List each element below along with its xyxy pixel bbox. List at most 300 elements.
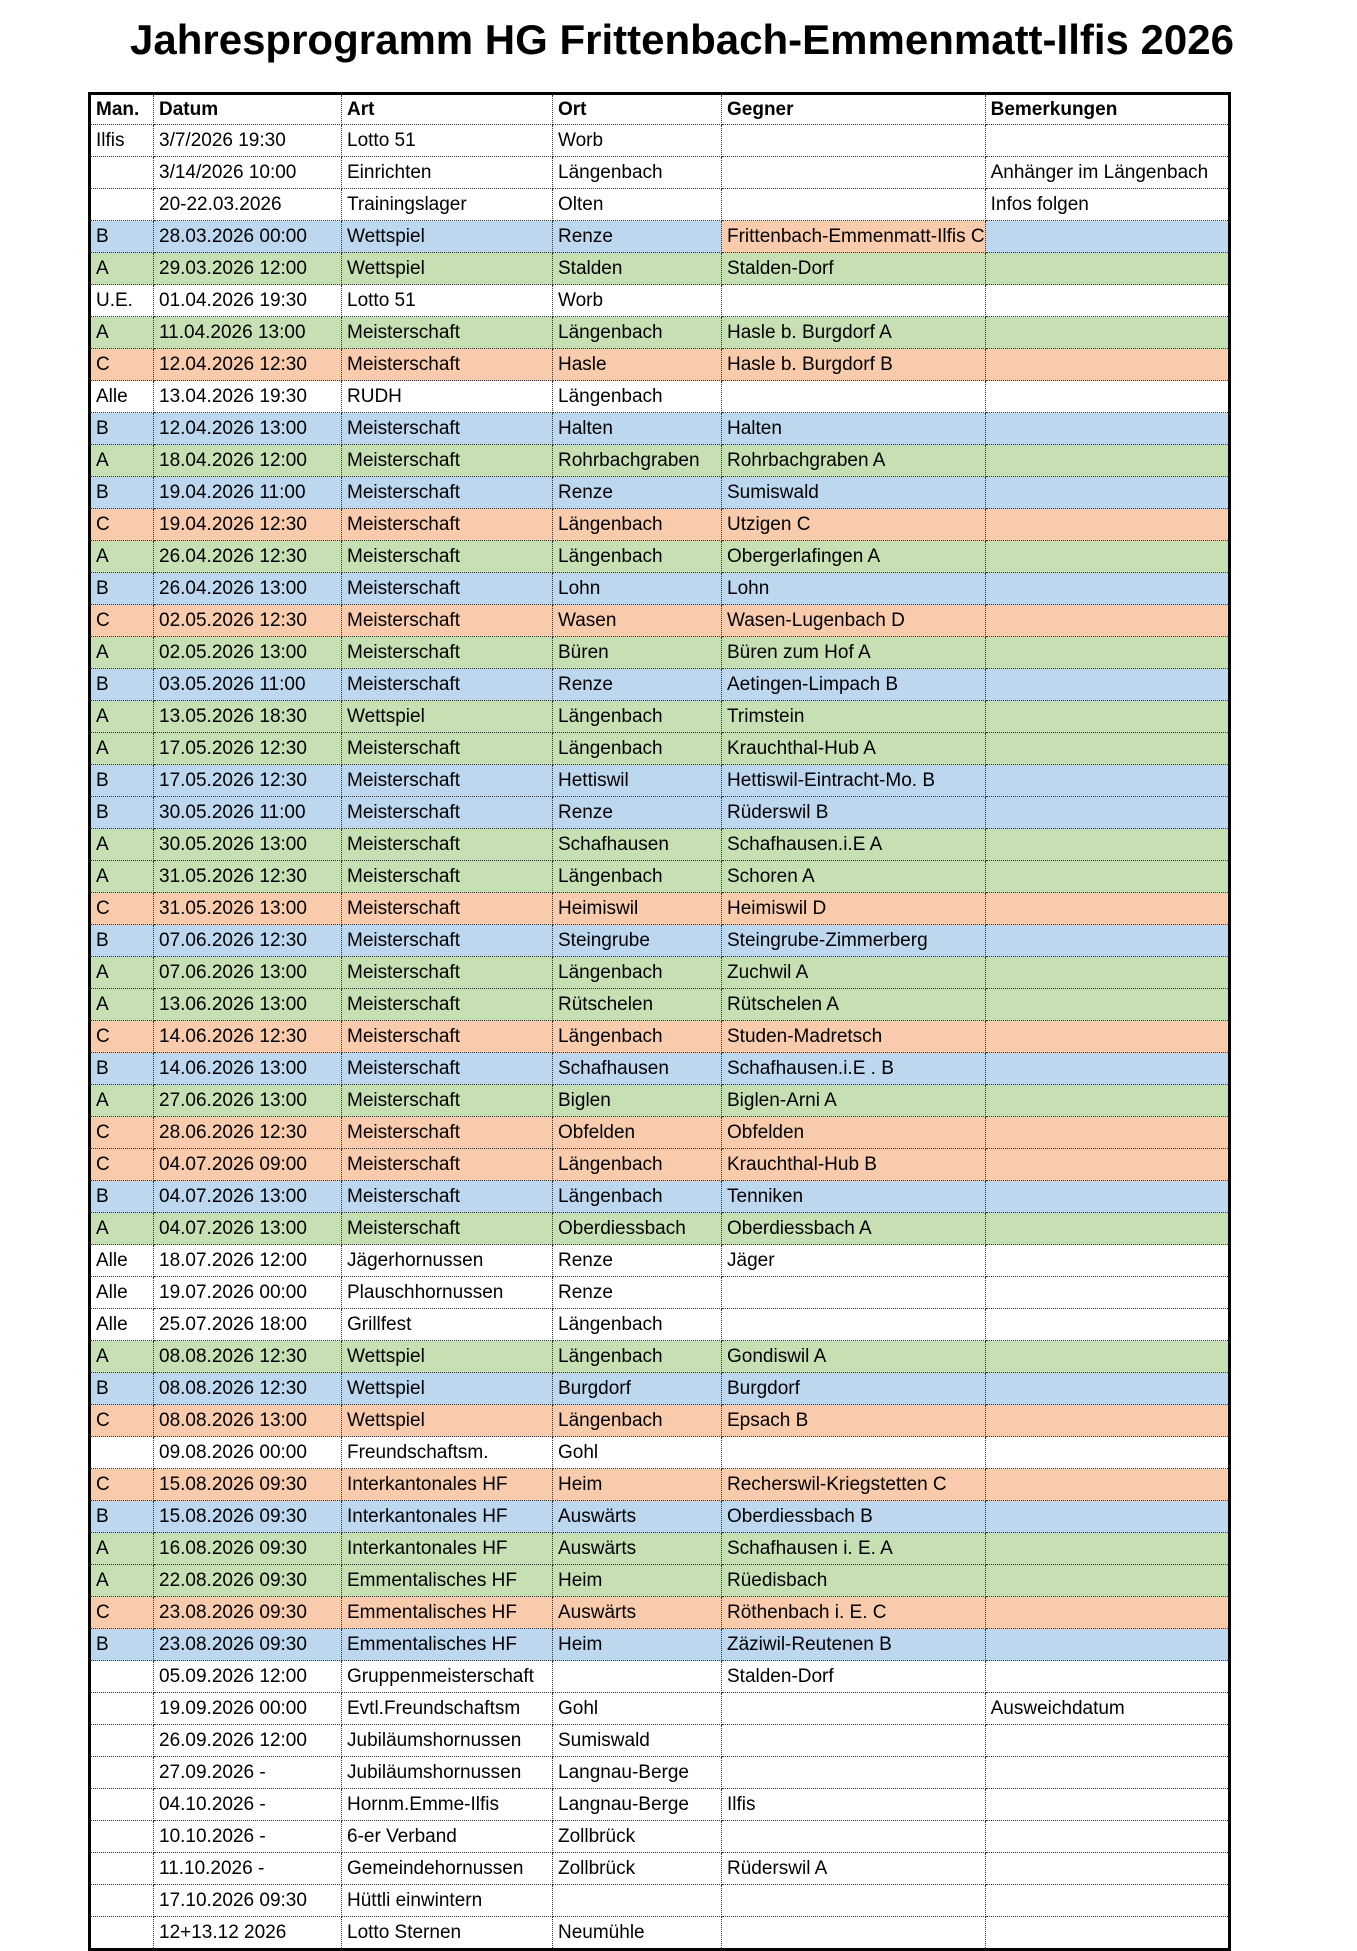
cell-bemerkung xyxy=(985,1501,1229,1533)
cell-datum xyxy=(154,1533,342,1565)
cell-datum xyxy=(154,1629,342,1661)
cell-gegner xyxy=(722,1181,986,1213)
cell-ort-text: Sumiswald xyxy=(558,1729,650,1751)
cell-bemerkung xyxy=(985,1629,1229,1661)
cell-ort xyxy=(553,221,722,253)
table-row xyxy=(90,893,1230,925)
cell-gegner-text: Gondiswil A xyxy=(727,1345,827,1367)
cell-man xyxy=(90,509,154,541)
cell-gegner-text: Utzigen C xyxy=(727,513,811,535)
cell-datum-text: 02.05.2026 13:00 xyxy=(159,641,307,663)
cell-bemerkung xyxy=(985,157,1229,189)
cell-art xyxy=(342,1533,553,1565)
cell-bemerkung xyxy=(985,861,1229,893)
cell-gegner xyxy=(722,189,986,221)
cell-man-text: B xyxy=(96,769,109,791)
cell-man xyxy=(90,381,154,413)
cell-man xyxy=(90,477,154,509)
cell-ort xyxy=(553,413,722,445)
table-row xyxy=(90,317,1230,349)
cell-man-text: A xyxy=(96,1217,109,1239)
cell-bemerkung-text: Infos folgen xyxy=(990,193,1089,215)
cell-ort xyxy=(553,1053,722,1085)
cell-ort xyxy=(553,1693,722,1725)
cell-art-text: Wettspiel xyxy=(347,705,425,727)
cell-ort xyxy=(553,957,722,989)
cell-man xyxy=(90,1117,154,1149)
cell-gegner xyxy=(722,733,986,765)
cell-art-text: 6-er Verband xyxy=(347,1825,457,1847)
cell-art-text: Freundschaftsm. xyxy=(347,1441,489,1463)
cell-art-text: Meisterschaft xyxy=(347,769,460,791)
cell-art xyxy=(342,1917,553,1950)
cell-art xyxy=(342,1789,553,1821)
cell-ort-text: Büren xyxy=(558,641,609,663)
cell-man-text: A xyxy=(96,1537,109,1559)
cell-gegner-text: Rüedisbach xyxy=(727,1569,828,1591)
cell-datum-text: 18.07.2026 12:00 xyxy=(159,1249,307,1271)
cell-ort xyxy=(553,285,722,317)
cell-man-text: C xyxy=(96,353,110,375)
cell-art xyxy=(342,1341,553,1373)
cell-man-text: C xyxy=(96,897,110,919)
table-row xyxy=(90,1725,1230,1757)
cell-ort-text: Langnau-Berge xyxy=(558,1793,689,1815)
cell-datum-text: 19.04.2026 11:00 xyxy=(159,481,306,503)
header-row xyxy=(90,94,1230,125)
cell-ort-text: Renze xyxy=(558,1281,613,1303)
cell-gegner xyxy=(722,1277,986,1309)
cell-art-text: Meisterschaft xyxy=(347,321,460,343)
column-header-art: Art xyxy=(342,94,553,125)
table-row xyxy=(90,125,1230,157)
cell-man xyxy=(90,1853,154,1885)
cell-man xyxy=(90,157,154,189)
cell-man xyxy=(90,861,154,893)
cell-ort xyxy=(553,669,722,701)
table-row xyxy=(90,221,1230,253)
cell-man-text: B xyxy=(96,929,109,951)
cell-datum-text: 22.08.2026 09:30 xyxy=(159,1569,307,1591)
table-row xyxy=(90,957,1230,989)
cell-gegner xyxy=(722,957,986,989)
cell-ort-text: Rütschelen xyxy=(558,993,654,1015)
table-row xyxy=(90,413,1230,445)
cell-gegner-text: Burgdorf xyxy=(727,1377,800,1399)
cell-man-text: A xyxy=(96,833,109,855)
cell-man xyxy=(90,1789,154,1821)
cell-bemerkung xyxy=(985,1181,1229,1213)
cell-gegner xyxy=(722,1725,986,1757)
cell-art-text: Trainingslager xyxy=(347,193,467,215)
cell-art-text: RUDH xyxy=(347,385,402,407)
cell-bemerkung xyxy=(985,1405,1229,1437)
cell-bemerkung xyxy=(985,253,1229,285)
cell-datum-text: 14.06.2026 12:30 xyxy=(159,1025,307,1047)
cell-gegner-text: Krauchthal-Hub B xyxy=(727,1153,877,1175)
cell-gegner xyxy=(722,669,986,701)
cell-man xyxy=(90,573,154,605)
cell-man-text: A xyxy=(96,1089,109,1111)
cell-ort-text: Längenbach xyxy=(558,1313,663,1335)
cell-datum xyxy=(154,317,342,349)
cell-datum-text: 07.06.2026 12:30 xyxy=(159,929,307,951)
cell-datum xyxy=(154,413,342,445)
cell-datum-text: 04.07.2026 13:00 xyxy=(159,1185,307,1207)
table-row xyxy=(90,1405,1230,1437)
column-header-mannschaft: Man. xyxy=(90,94,154,125)
cell-man-text: C xyxy=(96,513,110,535)
cell-bemerkung xyxy=(985,1021,1229,1053)
cell-datum-text: 11.10.2026 - xyxy=(159,1857,265,1879)
cell-gegner xyxy=(722,1661,986,1693)
cell-gegner-text: Hasle b. Burgdorf A xyxy=(727,321,892,343)
cell-gegner xyxy=(722,925,986,957)
cell-ort xyxy=(553,1149,722,1181)
cell-man-text: A xyxy=(96,321,109,343)
cell-gegner-text: Oberdiessbach B xyxy=(727,1505,873,1527)
cell-art-text: Meisterschaft xyxy=(347,1153,460,1175)
cell-art xyxy=(342,1437,553,1469)
cell-datum xyxy=(154,1661,342,1693)
cell-ort xyxy=(553,1501,722,1533)
table-row xyxy=(90,1853,1230,1885)
cell-ort-text: Stalden xyxy=(558,257,623,279)
cell-ort xyxy=(553,1373,722,1405)
cell-man xyxy=(90,1021,154,1053)
cell-ort-text: Wasen xyxy=(558,609,617,631)
cell-gegner xyxy=(722,989,986,1021)
cell-man xyxy=(90,797,154,829)
cell-man-text: Alle xyxy=(96,1281,128,1303)
cell-datum-text: 14.06.2026 13:00 xyxy=(159,1057,307,1079)
table-row xyxy=(90,1885,1230,1917)
cell-bemerkung xyxy=(985,1917,1229,1950)
cell-datum-text: 20-22.03.2026 xyxy=(159,193,282,215)
cell-art xyxy=(342,765,553,797)
cell-datum xyxy=(154,1821,342,1853)
cell-man xyxy=(90,733,154,765)
table-row xyxy=(90,1917,1230,1950)
cell-gegner xyxy=(722,125,986,157)
table-row xyxy=(90,797,1230,829)
cell-gegner-text: Ilfis xyxy=(727,1793,756,1815)
cell-bemerkung xyxy=(985,445,1229,477)
cell-man xyxy=(90,1085,154,1117)
cell-man xyxy=(90,1725,154,1757)
cell-ort-text: Burgdorf xyxy=(558,1377,631,1399)
cell-datum-text: 15.08.2026 09:30 xyxy=(159,1473,307,1495)
cell-man-text: C xyxy=(96,1473,110,1495)
cell-datum xyxy=(154,157,342,189)
cell-bemerkung-text: Anhänger im Längenbach xyxy=(990,161,1209,183)
cell-gegner-text: Röthenbach i. E. C xyxy=(727,1601,887,1623)
cell-ort-text: Gohl xyxy=(558,1441,599,1463)
cell-datum xyxy=(154,1117,342,1149)
cell-datum-text: 31.05.2026 12:30 xyxy=(159,865,307,887)
cell-gegner-text: Tenniken xyxy=(727,1185,804,1207)
cell-datum-text: 19.09.2026 00:00 xyxy=(159,1697,307,1719)
cell-man-text: B xyxy=(96,417,109,439)
cell-datum xyxy=(154,1021,342,1053)
cell-man-text: B xyxy=(96,1633,109,1655)
cell-man xyxy=(90,1149,154,1181)
cell-gegner xyxy=(722,1693,986,1725)
cell-ort-text: Längenbach xyxy=(558,961,663,983)
cell-man-text: B xyxy=(96,1377,109,1399)
cell-gegner xyxy=(722,1405,986,1437)
cell-datum-text: 27.06.2026 13:00 xyxy=(159,1089,307,1111)
cell-datum xyxy=(154,125,342,157)
cell-ort-text: Auswärts xyxy=(558,1537,637,1559)
cell-bemerkung xyxy=(985,573,1229,605)
cell-bemerkung xyxy=(985,1597,1229,1629)
cell-ort-text: Neumühle xyxy=(558,1921,645,1943)
cell-bemerkung xyxy=(985,957,1229,989)
cell-art-text: Jubiläumshornussen xyxy=(347,1729,522,1751)
cell-art xyxy=(342,189,553,221)
cell-man xyxy=(90,1885,154,1917)
cell-bemerkung xyxy=(985,1725,1229,1757)
cell-art xyxy=(342,989,553,1021)
cell-datum xyxy=(154,1437,342,1469)
cell-art xyxy=(342,1405,553,1437)
cell-gegner-text: Steingrube-Zimmerberg xyxy=(727,929,928,951)
cell-gegner-text: Obergerlafingen A xyxy=(727,545,881,567)
cell-ort xyxy=(553,1181,722,1213)
table-row xyxy=(90,541,1230,573)
cell-gegner-text: Frittenbach-Emmenmatt-Ilfis C xyxy=(727,225,985,247)
cell-art xyxy=(342,637,553,669)
cell-ort-text: Renze xyxy=(558,801,613,823)
cell-ort-text: Olten xyxy=(558,193,604,215)
cell-gegner xyxy=(722,1213,986,1245)
cell-ort xyxy=(553,1917,722,1950)
cell-datum xyxy=(154,1789,342,1821)
cell-art xyxy=(342,1853,553,1885)
cell-art-text: Meisterschaft xyxy=(347,609,460,631)
cell-ort-text: Heim xyxy=(558,1473,603,1495)
cell-man xyxy=(90,1405,154,1437)
cell-datum-text: 08.08.2026 13:00 xyxy=(159,1409,307,1431)
cell-art xyxy=(342,1725,553,1757)
table-row xyxy=(90,253,1230,285)
cell-man-text: B xyxy=(96,1185,109,1207)
cell-man xyxy=(90,989,154,1021)
cell-gegner xyxy=(722,1821,986,1853)
cell-man-text: A xyxy=(96,865,109,887)
cell-art xyxy=(342,1053,553,1085)
table-row xyxy=(90,349,1230,381)
cell-art xyxy=(342,829,553,861)
cell-datum xyxy=(154,1053,342,1085)
cell-man xyxy=(90,285,154,317)
cell-art-text: Gruppenmeisterschaft xyxy=(347,1665,534,1687)
cell-man xyxy=(90,1757,154,1789)
cell-bemerkung xyxy=(985,1117,1229,1149)
cell-ort-text: Biglen xyxy=(558,1089,611,1111)
cell-bemerkung xyxy=(985,893,1229,925)
cell-ort-text: Obfelden xyxy=(558,1121,636,1143)
cell-man xyxy=(90,1565,154,1597)
cell-gegner xyxy=(722,861,986,893)
cell-ort xyxy=(553,1725,722,1757)
cell-ort-text: Längenbach xyxy=(558,1409,663,1431)
cell-datum-text: 01.04.2026 19:30 xyxy=(159,289,307,311)
cell-gegner xyxy=(722,349,986,381)
cell-art-text: Wettspiel xyxy=(347,1345,425,1367)
cell-ort-text: Längenbach xyxy=(558,513,663,535)
cell-man-text: B xyxy=(96,225,109,247)
cell-gegner-text: Obfelden xyxy=(727,1121,805,1143)
cell-datum-text: 19.04.2026 12:30 xyxy=(159,513,307,535)
cell-art-text: Interkantonales HF xyxy=(347,1537,508,1559)
cell-datum-text: 12.04.2026 13:00 xyxy=(159,417,307,439)
cell-man xyxy=(90,1373,154,1405)
cell-man xyxy=(90,669,154,701)
cell-gegner-text: Sumiswald xyxy=(727,481,819,503)
cell-man-text: C xyxy=(96,1121,110,1143)
cell-datum-text: 09.08.2026 00:00 xyxy=(159,1441,307,1463)
cell-man xyxy=(90,1917,154,1950)
cell-man xyxy=(90,829,154,861)
cell-art xyxy=(342,1149,553,1181)
cell-man xyxy=(90,317,154,349)
cell-ort xyxy=(553,1117,722,1149)
schedule-table xyxy=(88,92,1231,1951)
cell-bemerkung xyxy=(985,1757,1229,1789)
cell-datum-text: 27.09.2026 - xyxy=(159,1761,266,1783)
cell-art xyxy=(342,509,553,541)
cell-gegner xyxy=(722,381,986,413)
cell-bemerkung xyxy=(985,381,1229,413)
cell-man-text: A xyxy=(96,1345,109,1367)
cell-bemerkung xyxy=(985,1885,1229,1917)
cell-bemerkung xyxy=(985,285,1229,317)
cell-datum xyxy=(154,605,342,637)
cell-man-text: A xyxy=(96,961,109,983)
cell-ort-text: Auswärts xyxy=(558,1601,637,1623)
cell-ort-text: Worb xyxy=(558,289,604,311)
cell-art xyxy=(342,797,553,829)
cell-datum xyxy=(154,477,342,509)
cell-man xyxy=(90,349,154,381)
cell-art-text: Hüttli einwintern xyxy=(347,1889,483,1911)
cell-datum xyxy=(154,1277,342,1309)
cell-ort-text: Steingrube xyxy=(558,929,650,951)
cell-gegner xyxy=(722,1501,986,1533)
cell-datum xyxy=(154,285,342,317)
cell-gegner-text: Trimstein xyxy=(727,705,805,727)
cell-art-text: Interkantonales HF xyxy=(347,1473,508,1495)
cell-ort-text: Hettiswil xyxy=(558,769,629,791)
table-row xyxy=(90,1181,1230,1213)
cell-datum xyxy=(154,989,342,1021)
cell-man-text: A xyxy=(96,705,109,727)
cell-man xyxy=(90,1181,154,1213)
cell-datum-text: 17.05.2026 12:30 xyxy=(159,769,307,791)
cell-gegner xyxy=(722,1789,986,1821)
table-row xyxy=(90,1597,1230,1629)
cell-datum xyxy=(154,1725,342,1757)
cell-ort xyxy=(553,189,722,221)
cell-bemerkung xyxy=(985,1853,1229,1885)
cell-art xyxy=(342,125,553,157)
cell-art xyxy=(342,1117,553,1149)
cell-bemerkung xyxy=(985,1309,1229,1341)
cell-art-text: Emmentalisches HF xyxy=(347,1633,517,1655)
cell-ort xyxy=(553,1405,722,1437)
cell-datum-text: 18.04.2026 12:00 xyxy=(159,449,307,471)
cell-datum xyxy=(154,1245,342,1277)
cell-ort-text: Längenbach xyxy=(558,737,663,759)
cell-ort xyxy=(553,605,722,637)
cell-gegner-text: Schafhausen i. E. A xyxy=(727,1537,893,1559)
table-row xyxy=(90,1821,1230,1853)
cell-gegner-text: Schafhausen.i.E A xyxy=(727,833,883,855)
table-row xyxy=(90,733,1230,765)
column-header-ort: Ort xyxy=(553,94,722,125)
cell-gegner xyxy=(722,1117,986,1149)
cell-ort xyxy=(553,349,722,381)
cell-art-text: Meisterschaft xyxy=(347,545,460,567)
cell-gegner xyxy=(722,1757,986,1789)
cell-art xyxy=(342,1565,553,1597)
cell-datum xyxy=(154,925,342,957)
cell-ort xyxy=(553,1565,722,1597)
cell-man xyxy=(90,1629,154,1661)
cell-art-text: Meisterschaft xyxy=(347,801,460,823)
cell-datum xyxy=(154,1693,342,1725)
cell-datum xyxy=(154,957,342,989)
cell-ort xyxy=(553,989,722,1021)
cell-art-text: Lotto Sternen xyxy=(347,1921,462,1943)
table-row xyxy=(90,157,1230,189)
cell-ort-text: Langnau-Berge xyxy=(558,1761,689,1783)
table-row xyxy=(90,989,1230,1021)
cell-datum xyxy=(154,1085,342,1117)
cell-art-text: Meisterschaft xyxy=(347,1025,460,1047)
cell-man xyxy=(90,125,154,157)
cell-datum xyxy=(154,1373,342,1405)
cell-bemerkung xyxy=(985,1693,1229,1725)
cell-gegner-text: Wasen-Lugenbach D xyxy=(727,609,905,631)
table-row xyxy=(90,1149,1230,1181)
cell-art-text: Grillfest xyxy=(347,1313,412,1335)
cell-art-text: Evtl.Freundschaftsm xyxy=(347,1697,521,1719)
cell-bemerkung xyxy=(985,221,1229,253)
cell-art-text: Meisterschaft xyxy=(347,577,460,599)
cell-ort xyxy=(553,1021,722,1053)
cell-ort-text: Worb xyxy=(558,129,604,151)
cell-gegner xyxy=(722,445,986,477)
cell-gegner xyxy=(722,477,986,509)
cell-art xyxy=(342,1245,553,1277)
table-row xyxy=(90,1021,1230,1053)
cell-ort xyxy=(553,1789,722,1821)
cell-gegner xyxy=(722,797,986,829)
table-row xyxy=(90,189,1230,221)
cell-datum xyxy=(154,1917,342,1950)
table-row xyxy=(90,829,1230,861)
cell-datum-text: 03.05.2026 11:00 xyxy=(159,673,306,695)
cell-bemerkung xyxy=(985,1149,1229,1181)
cell-man-text: B xyxy=(96,481,109,503)
cell-gegner xyxy=(722,1373,986,1405)
cell-ort xyxy=(553,1597,722,1629)
cell-ort-text: Schafhausen xyxy=(558,833,669,855)
cell-datum-text: 10.10.2026 - xyxy=(159,1825,266,1847)
